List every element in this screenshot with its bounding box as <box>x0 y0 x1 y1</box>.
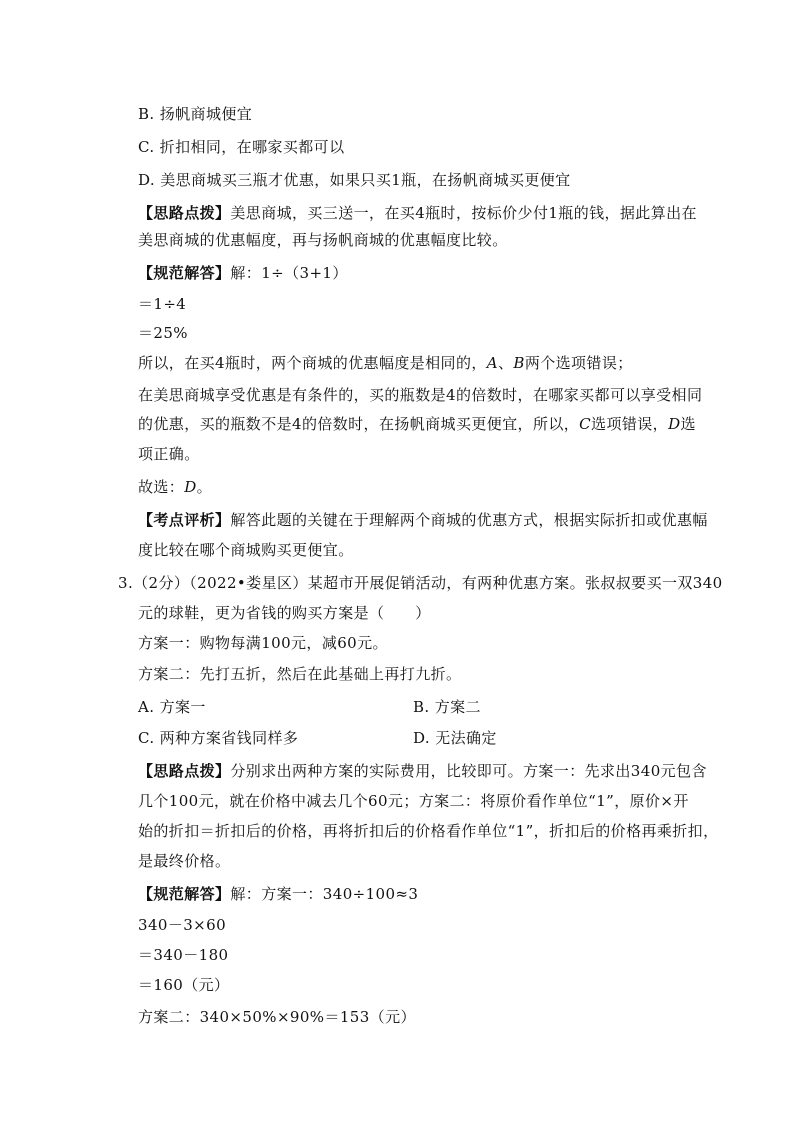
analysis-line: 几个100元，就在价格中减去几个60元；方案二：将原价看作单位“1”，原价×开 <box>138 792 689 810</box>
question-stem: 3.（2分）（2022•娄星区）某超市开展促销活动，有两种优惠方案。张叔叔要买一双340 <box>118 574 723 592</box>
explanation-text: 选项错误， <box>591 415 669 433</box>
option-letter: B <box>513 354 525 372</box>
explanation-text: 的优惠，买的瓶数不是4的倍数时，在扬帆商城买更便宜，所以， <box>138 415 580 433</box>
option-b-text: B. 方案二 <box>413 698 481 716</box>
explanation-text: 、 <box>497 354 514 372</box>
option-letter: D <box>184 478 197 496</box>
explanation-line <box>138 414 696 434</box>
solution-tag: 【规范解答】 <box>138 885 231 903</box>
review-line: 度比较在哪个商城购买更便宜。 <box>138 541 354 559</box>
option-a-text: A. 方案一 <box>138 698 206 716</box>
explanation-text: 所以，在买4瓶时，两个商城的优惠幅度是相同的， <box>138 354 487 372</box>
calc-line: ＝340－180 <box>138 946 229 964</box>
review-line: 解答此题的关键在于理解两个商城的优惠方式，根据实际折扣或优惠幅 <box>230 511 708 529</box>
plan-text: 方案一：购物每满100元，减60元。 <box>138 634 388 652</box>
analysis-tag: 【思路点拨】 <box>138 762 231 780</box>
calc-line: ＝1÷4 <box>138 295 187 313</box>
explanation-line: 在美思商城享受优惠是有条件的，买的瓶数是4的倍数时，在哪家买都可以享受相同 <box>138 386 703 404</box>
explanation-text: 选 <box>680 415 696 433</box>
analysis-tag: 【思路点拨】 <box>138 204 231 222</box>
review-tag: 【考点评析】 <box>138 511 231 529</box>
calc-line: ＝25% <box>138 324 188 342</box>
option-b-text: B. 扬帆商城便宜 <box>138 105 253 123</box>
analysis-line: 始的折扣＝折扣后的价格，再将折扣后的价格看作单位“1”，折扣后的价格再乘折扣， <box>138 822 719 840</box>
solution-paragraph <box>138 884 418 904</box>
analysis-paragraph <box>138 203 697 223</box>
solution-paragraph <box>138 263 348 283</box>
explanation-line: 项正确。 <box>138 445 200 463</box>
option-c-text: C. 两种方案省钱同样多 <box>138 729 299 747</box>
calc-line: ＝160（元） <box>138 976 230 994</box>
analysis-line: 是最终价格。 <box>138 852 231 870</box>
solution-tag: 【规范解答】 <box>138 264 231 282</box>
analysis-line: 分别求出两种方案的实际费用，比较即可。方案一：先求出340元包含 <box>230 762 707 780</box>
review-paragraph <box>138 510 708 530</box>
answer-text: 故选： <box>138 478 185 496</box>
option-d-text: D. 美思商城买三瓶才优惠，如果只买1瓶，在扬帆商城买更便宜 <box>138 171 571 189</box>
analysis-line: 美思商城，买三送一，在买4瓶时，按标价少付1瓶的钱，据此算出在 <box>230 204 697 222</box>
calc-line: 340－3×60 <box>138 916 227 934</box>
answer-line <box>138 477 212 497</box>
option-c-text: C. 折扣相同，在哪家买都可以 <box>138 138 345 156</box>
solution-line: 解：方案一：340÷100≈3 <box>230 885 419 903</box>
explanation-line <box>138 353 633 373</box>
solution-line: 解：1÷（3+1） <box>230 264 348 282</box>
question-stem: 元的球鞋，更为省钱的购买方案是（ ） <box>138 604 431 622</box>
calc-line: 方案二：340×50%×90%＝153（元） <box>138 1008 416 1026</box>
analysis-paragraph <box>138 761 707 781</box>
option-letter: C <box>579 415 592 433</box>
option-letter: A <box>486 354 498 372</box>
analysis-line: 美思商城的优惠幅度，再与扬帆商城的优惠幅度比较。 <box>138 231 508 249</box>
plan-text: 方案二：先打五折，然后在此基础上再打九折。 <box>138 665 462 683</box>
explanation-text: 两个选项错误； <box>524 354 633 372</box>
answer-text: 。 <box>196 478 213 496</box>
option-d-text: D. 无法确定 <box>413 729 497 747</box>
option-letter: D <box>668 415 681 433</box>
